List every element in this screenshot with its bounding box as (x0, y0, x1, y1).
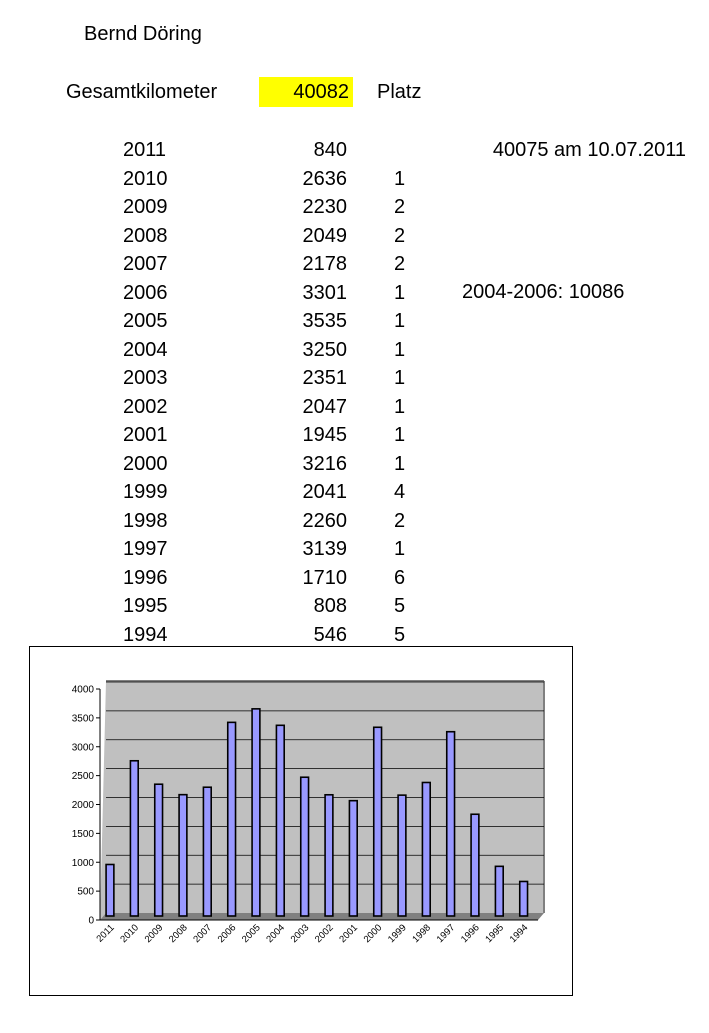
bar (106, 864, 114, 916)
bar (422, 782, 430, 916)
row-rank: 1 (394, 281, 406, 304)
bar (374, 727, 382, 916)
table-row (0, 224, 709, 253)
row-rank: 6 (394, 566, 406, 589)
row-km: 2230 (302, 196, 347, 218)
table-row (0, 366, 709, 395)
bar-chart (30, 647, 574, 997)
row-year: 2009 (123, 196, 168, 218)
x-tick-label: 1996 (458, 922, 482, 946)
y-tick-label: 3500 (71, 713, 94, 725)
bar (252, 709, 260, 916)
bar (228, 722, 236, 916)
row-km: 3301 (302, 281, 347, 304)
row-year: 2008 (123, 224, 168, 247)
x-tick-label: 2006 (215, 922, 239, 946)
table-row (0, 594, 709, 623)
x-tick-label: 1997 (434, 922, 458, 946)
x-tick-label: 2008 (166, 922, 190, 946)
bar (130, 761, 138, 916)
rank-header: Platz (377, 81, 422, 103)
row-km: 2260 (302, 509, 347, 532)
row-rank: 2 (394, 509, 406, 532)
x-tick-label: 2010 (118, 922, 142, 946)
row-km: 3250 (302, 338, 347, 361)
row-km: 3216 (302, 452, 347, 475)
row-km: 1710 (302, 566, 347, 589)
row-year: 2011 (123, 139, 167, 161)
row-rank: 2 (394, 224, 406, 247)
bar (325, 795, 333, 916)
x-tick-label: 1995 (483, 922, 507, 946)
x-tick-label: 2011 (94, 922, 117, 945)
row-km: 2636 (302, 167, 347, 190)
x-tick-label: 2003 (288, 922, 312, 946)
row-rank: 1 (394, 338, 406, 361)
x-tick-label: 2009 (142, 922, 166, 946)
table-row (0, 480, 709, 509)
person-name: Bernd Döring (84, 23, 202, 45)
milestone-note: 40075 am 10.07.2011 (492, 139, 686, 161)
row-year: 1999 (123, 481, 168, 503)
row-year: 2001 (123, 424, 168, 446)
bar (447, 732, 455, 916)
row-km: 2178 (302, 253, 347, 275)
bar (203, 787, 211, 916)
row-rank: 5 (394, 623, 406, 646)
x-tick-label: 2002 (312, 922, 336, 946)
row-km: 808 (313, 595, 347, 617)
x-tick-label: 2007 (191, 922, 215, 946)
row-rank: 2 (394, 196, 406, 218)
row-year: 2004 (123, 338, 168, 361)
row-year: 2002 (123, 395, 168, 418)
row-rank: 5 (394, 595, 406, 617)
table-row (0, 338, 709, 367)
table-row (0, 167, 709, 196)
total-value: 40082 (293, 81, 349, 103)
table-row (0, 395, 709, 424)
period-total-note: 2004-2006: 10086 (462, 281, 625, 303)
y-tick-label: 2500 (71, 771, 94, 783)
chart-frame (29, 646, 573, 996)
table-row (0, 566, 709, 595)
row-rank: 2 (394, 253, 406, 275)
row-km: 1945 (302, 424, 347, 446)
x-tick-label: 2005 (239, 922, 263, 946)
row-km: 2351 (302, 367, 347, 389)
table-row (0, 509, 709, 538)
y-tick-label: 3000 (71, 742, 94, 754)
x-tick-label: 1994 (507, 922, 531, 946)
row-rank: 1 (394, 538, 406, 560)
bar (349, 801, 357, 916)
row-year: 1995 (123, 595, 168, 617)
bar (520, 881, 528, 916)
y-tick-label: 2000 (71, 800, 94, 811)
row-year: 2005 (123, 310, 168, 332)
row-year: 2000 (123, 452, 168, 475)
row-rank: 1 (394, 452, 406, 475)
x-tick-label: 2000 (361, 922, 385, 946)
row-rank: 1 (394, 310, 406, 332)
bar (301, 777, 309, 916)
x-tick-label: 1998 (410, 922, 434, 946)
y-tick-label: 0 (88, 915, 94, 927)
row-rank: 1 (394, 395, 406, 418)
bar (398, 795, 406, 916)
row-year: 2010 (123, 167, 168, 190)
row-km: 840 (313, 139, 347, 161)
table-row (0, 537, 709, 566)
row-year: 2006 (123, 281, 168, 304)
row-year: 1994 (123, 623, 168, 646)
y-tick-label: 1000 (71, 857, 94, 869)
table-row (0, 309, 709, 338)
row-km: 2041 (302, 481, 347, 503)
row-km: 3139 (302, 538, 347, 560)
bar (276, 725, 284, 916)
row-year: 1998 (123, 509, 168, 532)
total-label: Gesamtkilometer (66, 81, 218, 103)
x-tick-label: 2001 (337, 922, 361, 946)
row-km: 2049 (302, 224, 347, 247)
y-tick-label: 1500 (71, 828, 94, 840)
bar (179, 795, 187, 916)
row-km: 2047 (302, 395, 347, 418)
table-row (0, 452, 709, 481)
table-row (0, 423, 709, 452)
row-km: 546 (313, 623, 347, 646)
row-rank: 4 (394, 481, 406, 503)
row-year: 1997 (123, 538, 168, 560)
bar (495, 866, 503, 916)
row-rank: 1 (394, 367, 406, 389)
x-tick-label: 2004 (264, 922, 288, 946)
row-year: 2003 (123, 367, 168, 389)
row-rank: 1 (394, 424, 406, 446)
bar (471, 814, 479, 916)
table-row (0, 195, 709, 224)
bar (155, 784, 163, 916)
row-rank: 1 (394, 167, 406, 190)
row-km: 3535 (302, 310, 347, 332)
y-tick-label: 4000 (71, 684, 94, 696)
x-tick-label: 1999 (385, 922, 409, 946)
y-tick-label: 500 (77, 886, 94, 898)
row-year: 2007 (123, 253, 168, 275)
row-year: 1996 (123, 566, 168, 589)
table-row (0, 252, 709, 281)
